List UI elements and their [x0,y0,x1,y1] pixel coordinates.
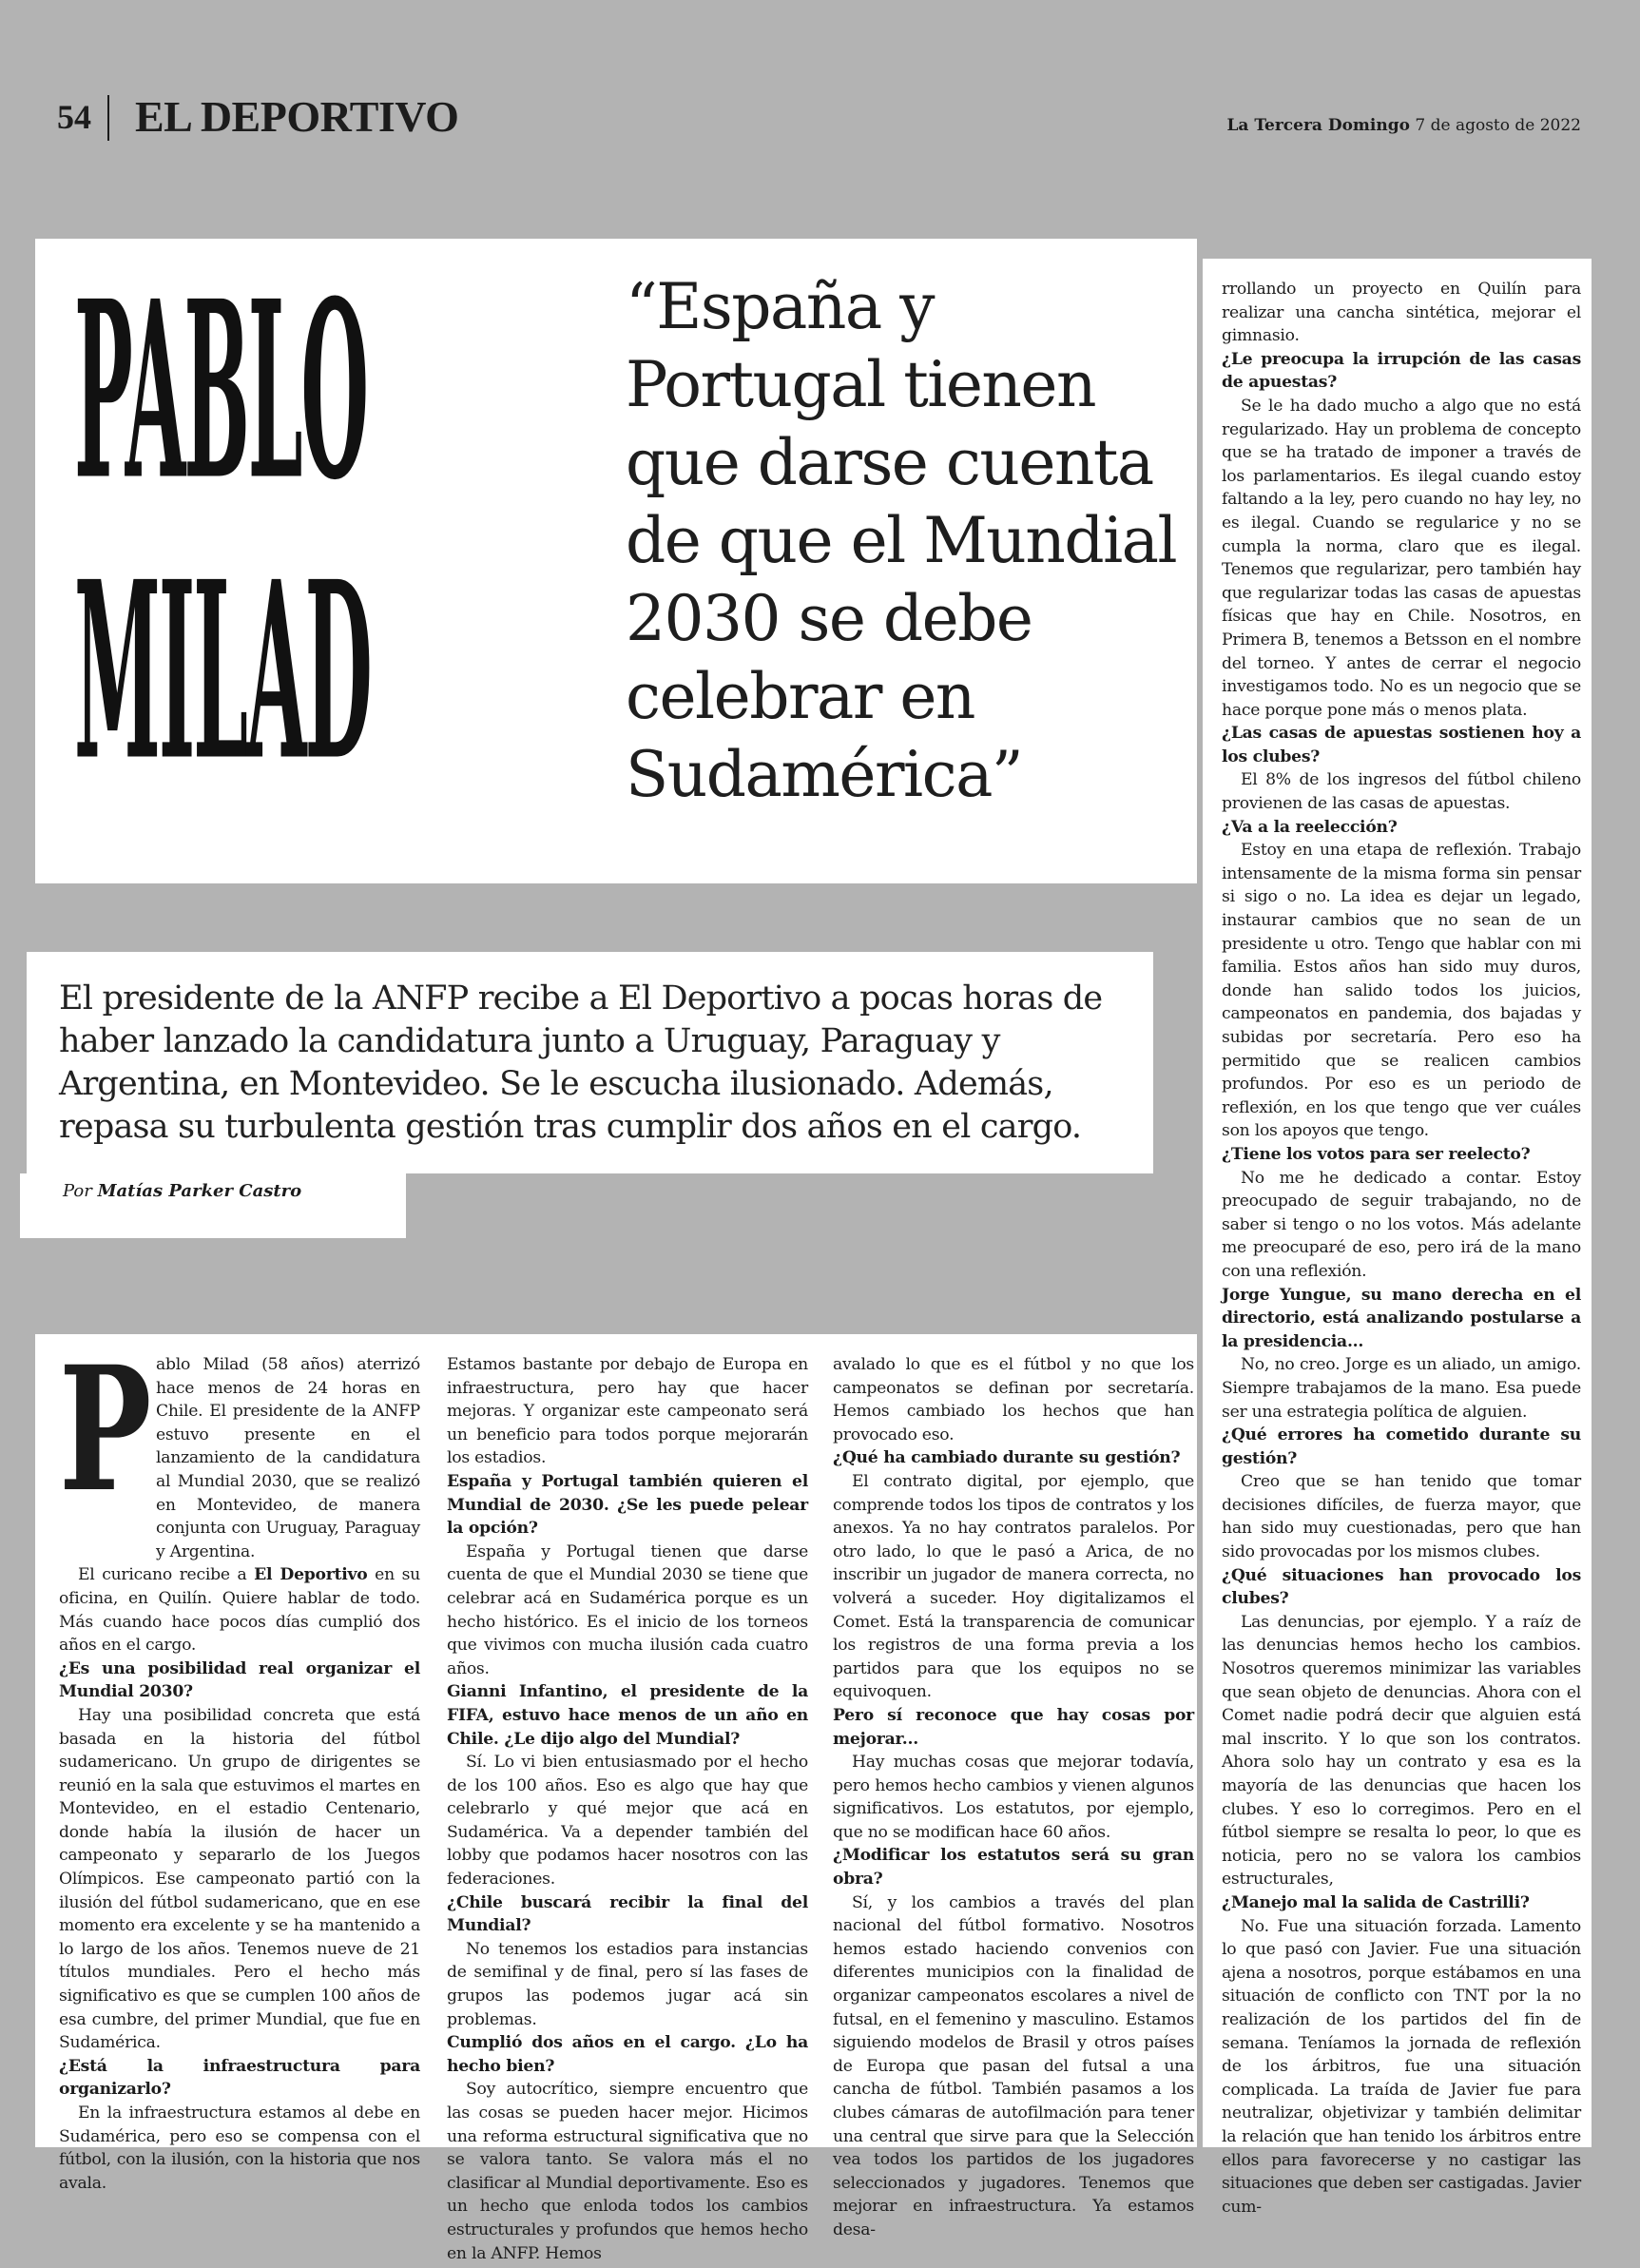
answer: No. Fue una situación forzada. Lamento lo que pasó con Javier. Fue una situación ajena a nosotros, porque estábamos en una situación de conflicto con TNT por la no realización de los partidos del fin de semana. Teníamos la jornada de reflexión de los árbitros, fue una situación complicada. La traída de Javier fue para neutralizar, objetivizar y también delimitar la relación que han tenido los árbitros entre ellos para favorecerse y no castigar las situaciones que deben ser castigadas. Javier cum- [1222,1916,1581,2217]
byline [63,1181,301,1201]
section-title: EL DEPORTIVO [135,92,459,141]
question: Cumplió dos años en el cargo. ¿Lo ha hecho bien? [447,2033,808,2076]
answer: Sí. Lo vi bien entusiasmado por el hecho de los 100 años. Eso es algo que hay que celebrarlo y qué mejor que acá en Sudamérica. Va a depender también del lobby que podamos hacer nosotros con las federaciones. [447,1753,808,1890]
lead-paragraph: El presidente de la ANFP recibe a El Deportivo a pocas horas de haber lanzado la candidatura junto a Uruguay, Paraguay y Argentina, en Montevideo. Se le escucha ilusionado. Además, repasa su turbulenta gestión tras cumplir dos años en el cargo. [59,979,1103,1146]
question: Jorge Yungue, su mano derecha en el directorio, está analizando postularse a la presidencia... [1222,1285,1581,1351]
header-divider [107,95,109,141]
title-line-2: MILAD [74,530,371,816]
article-column-4 [1222,278,1581,2219]
answer: Sí, y los cambios a través del plan nacional del fútbol formativo. Nosotros hemos estado haciendo convenios con diferentes municipios con la finalidad de organizar campeonatos escolares a nivel de futsal, en el femenino y masculino. Estamos siguiendo modelos de Brasil y otros países de Europa que pasan del futsal a una cancha de fútbol. También pasamos a los clubes cámaras de autofilmación para tener una central que sirve para que la Selección vea todos los partidos de los jugadores seleccionados y jugadores. Tenemos que mejorar en infraestructura. Ya estamos desa- [833,1892,1194,2239]
question: ¿Manejo mal la salida de Castrilli? [1222,1892,1530,1912]
question: ¿Modificar los estatutos será su gran obra? [833,1846,1194,1890]
question: ¿Es una posibilidad real organizar el Mundial 2030? [59,1658,420,1702]
answer: No tenemos los estadios para instancias de semifinal y de final, pero sí las fases de grupos las podemos jugar acá sin problemas. [447,1939,808,2029]
question: ¿Tiene los votos para ser reelecto? [1222,1144,1531,1164]
article-column-1 [59,1329,420,2195]
title-line-1: PABLO [74,249,367,535]
question: ¿Qué situaciones han provocado los clubes? [1222,1565,1581,1609]
answer: Las denuncias, por ejemplo. Y a raíz de las denuncias hemos hecho los cambios. Nosotros queremos minimizar las variables que sean objeto de denuncias. Ahora con el Comet nadie podrá decir que alguien está mal inscrito. Y lo que son los contratos. Ahora solo hay un contrato y esa es la mayoría de las denuncias que hacen los clubes. Y eso lo corregimos. Pero en el fútbol siempre se resalta lo peor, lo que es noticia, pero no se valora los cambios estructurales, [1222,1612,1581,1890]
publication-mention: El Deportivo [254,1565,368,1585]
answer-continued: rrollando un proyecto en Quilín para realizar una cancha sintética, mejorar el gimnasio. [1222,280,1581,346]
paragraph: El curicano recibe a El Deportivo en su oficina, en Quilín. Quiere hablar de todo. Más cuando hace pocos días cumplió dos años en el cargo. [59,1565,420,1656]
answer: El 8% de los ingresos del fútbol chileno provienen de las casas de apuestas. [1222,770,1581,814]
page-number: 54 [57,98,91,136]
answer: Soy autocrítico, siempre encuentro que las cosas se pueden hacer mejor. Hicimos una reforma estructural significativa que no se valora tanto. Se valora más el no clasificar al Mundial deportivamente. Eso es un hecho que enloda todos los cambios estructurales y profundos que hemos hecho en la ANFP. Hemos [447,2080,808,2263]
answer: Creo que se han tenido que tomar decisiones difíciles, de fuerza mayor, que han sido muy cuestionadas, pero que han sido provocadas por los mismos clubes. [1222,1472,1581,1562]
answer: No, no creo. Jorge es un aliado, un amigo. Siempre trabajamos de la mano. Esa puede ser una estrategia política de alguien. [1222,1355,1581,1422]
publication-name: La Tercera Domingo [1226,116,1410,135]
answer: Hay una posibilidad concreta que está basada en la historia del fútbol sudamericano. Un grupo de dirigentes se reunió en la sala que estuvimos el martes en Montevideo, en el estadio Centenario, donde había la ilusión de hacer un campeonato y separarlo de los Juegos Olímpicos. Ese campeonato partió con la ilusión del fútbol sudamericano, que en ese momento era excelente y se ha mantenido a lo largo de los años. Tenemos nueve de 21 títulos mundiales. Pero el hecho más significativo es que se cumplen 100 años de esa cumbre, del primer Mundial, que fue en Sudamérica. [59,1705,420,2053]
question: Pero sí reconoce que hay cosas por mejorar... [833,1705,1194,1749]
article-column-3 [833,1353,1194,2242]
answer: España y Portugal tienen que darse cuenta de que el Mundial 2030 se tiene que celebrar acá en Sudamérica porque es un hecho histórico. Es el inicio de los torneos que vivimos con mucha ilusión cada cuatro años. [447,1541,808,1678]
answer: Hay muchas cosas que mejorar todavía, pero hemos hecho cambios y vienen algunos significativos. Los estatutos, por ejemplo, que no se modifican hace 60 años. [833,1753,1194,1842]
answer: El contrato digital, por ejemplo, que comprende todos los tipos de contratos y los anexos. Ya no hay contratos paralelos. Por otro lado, lo que le pasó a Arica, de no inscribir un jugador de manera correcta, no volverá a suceder. Hoy digitalizamos el Comet. Está la transparencia de comunicar los registros de una forma previa a los partidos para que los equipos no se equivoquen. [833,1471,1194,1702]
question: ¿Qué ha cambiado durante su gestión? [833,1448,1181,1468]
question: ¿Chile buscará recibir la final del Mundial? [447,1892,808,1936]
date-text: 7 de agosto de 2022 [1415,116,1581,135]
question: ¿Está la infraestructura para organizarlo? [59,2056,420,2100]
answer: Se le ha dado mucho a algo que no está regularizado. Hay un problema de concepto que se ha tratado de imponer a través de los parlamentarios. Es ilegal cuando estoy faltando a la ley, pero cuando no hay ley, no es ilegal. Cuando se regularice y no se cumpla la norma, claro que es ilegal. Tenemos que regularizar, pero también hay que regularizar todas las casas de apuestas físicas que hay en Chile. Nosotros, en Primera B, tenemos a Betsson en el nombre del torneo. Y antes de cerrar el negocio investigamos todo. No es un negocio que se hace porque pone más o menos plata. [1222,396,1581,720]
question: ¿Va a la reelección? [1222,817,1398,837]
question: ¿Las casas de apuestas sostienen hoy a los clubes? [1222,724,1581,766]
question: Gianni Infantino, el presidente de la FIFA, estuvo hace menos de un año en Chile. ¿Le dijo algo del Mundial? [447,1682,808,1749]
pull-quote: “España y Portugal tienen que darse cuenta de que el Mundial 2030 se debe celebrar en Sudamérica” [626,270,1177,811]
answer-continued: Estamos bastante por debajo de Europa en infraestructura, pero hay que hacer mejoras. Y organizar este campeonato será un beneficio para todos porque mejorarán los estadios. [447,1355,808,1468]
byline-author: Matías Parker Castro [97,1181,302,1201]
byline-prefix: Por [63,1181,92,1201]
answer-continued: avalado lo que es el fútbol y no que los campeonatos se definan por secretaría. Hemos cambiado los hechos que han provocado eso. [833,1355,1194,1444]
article-column-2 [447,1353,808,2265]
question: ¿Qué errores ha cometido durante su gestión? [1222,1425,1581,1468]
paragraph: ablo Milad (58 años) aterrizó hace menos de 24 horas en Chile. El presidente de la ANFP estuvo presente en el lanzamiento de la candidatura al Mundial 2030, que se realizó en Montevideo, de manera conjunta con Uruguay, Paraguay y Argentina. [156,1355,420,1561]
answer: No me he dedicado a contar. Estoy preocupado de seguir trabajando, no de saber si tengo o no los votos. Más adelante me preocuparé de eso, pero irá de la mano con una reflexión. [1222,1168,1581,1281]
answer: En la infraestructura estamos al debe en Sudamérica, pero eso se compensa con el fútbol, con la ilusión, con la historia que nos avala. [59,2103,420,2193]
drop-cap: P [59,1329,152,1530]
question: ¿Le preocupa la irrupción de las casas de apuestas? [1222,349,1581,393]
answer: Estoy en una etapa de reflexión. Trabajo intensamente de la misma forma sin pensar si sigo o no. La idea es dejar un legado, instaurar cambios que no sean de un presidente u otro. Tengo que hablar con mi familia. Estos años han sido muy duros, donde han salido todos los juicios, campeonatos en pandemia, dos bajadas y subidas por secretaría. Pero eso ha permitido que se realicen cambios profundos. Por eso es un periodo de reflexión, en los que tengo que ver cuáles son los apoyos que tengo. [1222,841,1581,1141]
question: España y Portugal también quieren el Mundial de 2030. ¿Se les puede pelear la opción? [447,1471,808,1539]
publication-date [1226,116,1581,135]
